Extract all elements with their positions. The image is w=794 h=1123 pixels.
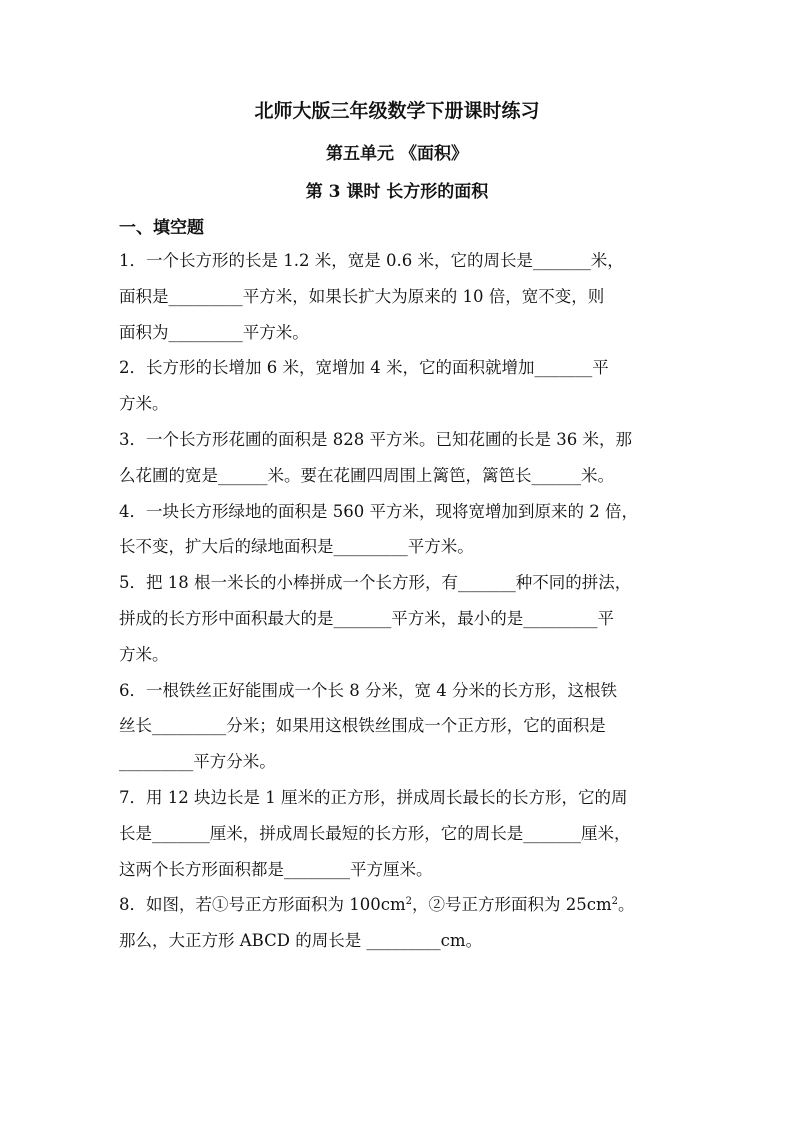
question-line: 3．一个长方形花圃的面积是 828 平方米。已知花圃的长是 36 米，那 (119, 429, 632, 449)
question-line: 丝长_________分米；如果用这根铁丝围成一个正方形，它的面积是 (119, 716, 606, 736)
question-line: 2．长方形的长增加 6 米，宽增加 4 米，它的面积就增加_______平 (119, 358, 609, 378)
question-8-line-2: 那么，大正方形 ABCD 的周长是 _________cm。 (119, 931, 483, 951)
question-line: 7．用 12 块边长是 1 厘米的正方形，拼成周长最长的长方形，它的周 (119, 787, 628, 807)
lesson-title: 第 3 课时 长方形的面积 (305, 182, 489, 202)
unit-title: 第五单元 《面积》 (326, 144, 468, 164)
question-list (119, 243, 679, 959)
question-line: 面积是_________平方米，如果长扩大为原来的 10 倍，宽不变，则 (119, 286, 605, 306)
question-line: 这两个长方形面积都是________平方厘米。 (119, 859, 433, 879)
document-title: 北师大版三年级数学下册课时练习 (254, 100, 540, 122)
question-line: 5．把 18 根一米长的小棒拼成一个长方形，有_______种不同的拼法， (119, 573, 632, 593)
question-line: 方米。 (119, 394, 169, 414)
question-line: 长不变，扩大后的绿地面积是_________平方米。 (119, 537, 474, 557)
q8-text-part2: ，②号正方形面积为 25cm (412, 895, 612, 915)
q8-superscript-1: 2 (405, 896, 412, 908)
question-line: 么花圃的宽是______米。要在花圃四周围上篱笆，篱笆长______米。 (119, 465, 614, 485)
question-line: 1．一个长方形的长是 1.2 米，宽是 0.6 米，它的周长是_______米， (119, 251, 624, 270)
question-line: 6．一根铁丝正好能围成一个长 8 分米，宽 4 分米的长方形，这根铁 (119, 680, 617, 700)
question-line: 4．一块长方形绿地的面积是 560 平方米，现将宽增加到原来的 2 倍， (119, 501, 638, 521)
question-line: 方米。 (119, 644, 169, 664)
question-line: 拼成的长方形中面积最大的是_______平方米，最小的是_________平 (119, 608, 614, 628)
section-heading: 一、填空题 (119, 218, 204, 238)
question-line: _________平方分米。 (119, 752, 276, 772)
q8-text-part3: 。 (618, 895, 635, 915)
q8-superscript-2: 2 (611, 896, 619, 908)
question-8-line-1 (119, 887, 679, 923)
question-line: 面积为_________平方米。 (119, 322, 309, 342)
question-line: 长是_______厘米，拼成周长最短的长方形，它的周长是_______厘米， (119, 823, 631, 843)
q8-text-part1: 8．如图，若①号正方形面积为 100cm (119, 895, 406, 915)
